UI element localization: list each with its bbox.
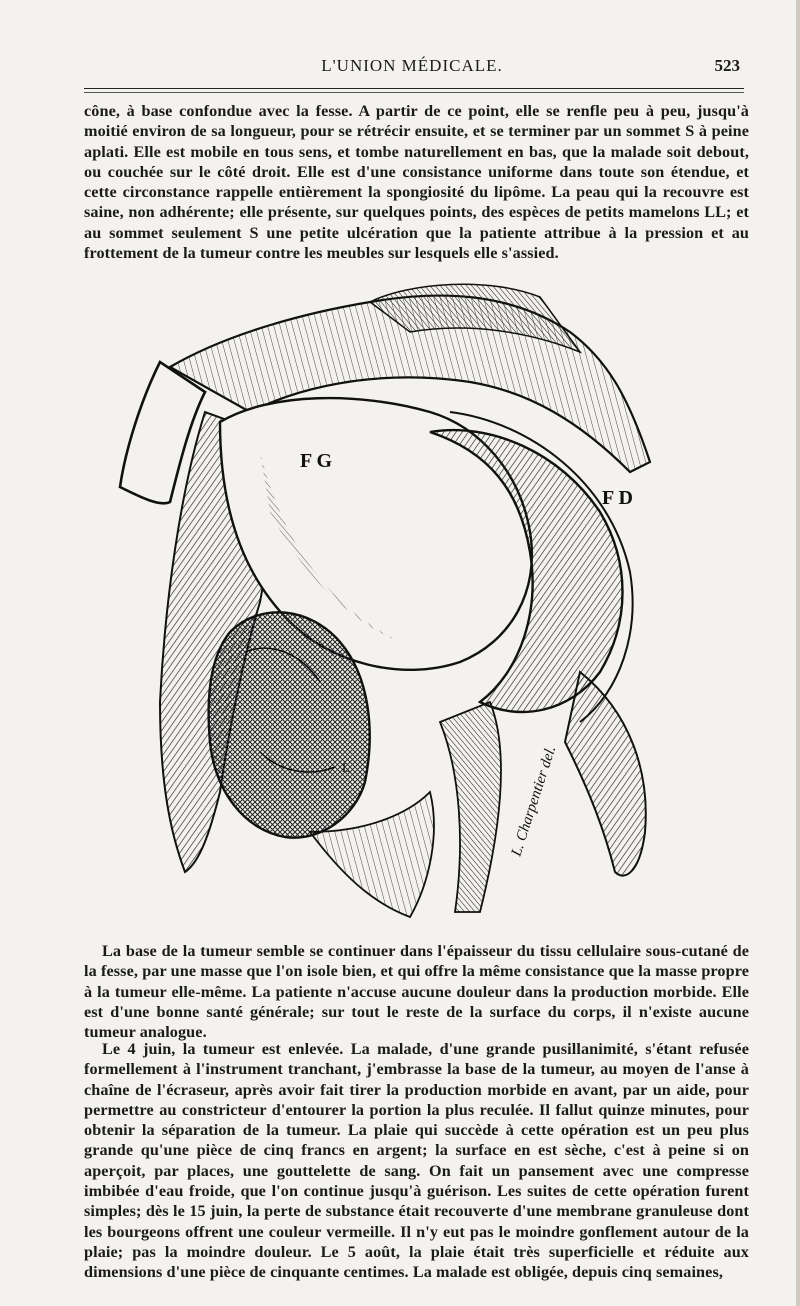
header-rule-thin	[84, 92, 744, 93]
page-header	[84, 56, 740, 86]
page-edge	[796, 0, 800, 1306]
page-number: 523	[714, 56, 740, 75]
engraver-signature: L. Charpentier del.	[508, 743, 560, 859]
label-fg: F G	[300, 450, 333, 472]
label-fd: F D	[602, 487, 633, 509]
running-title: L'UNION MÉDICALE.	[321, 56, 503, 75]
label-l: L	[342, 760, 350, 775]
paragraph-top: cône, à base confondue avec la fesse. A partir de ce point, elle se renfle peu à peu, jusqu'à moitié environ de sa longueur, pour se rétrécir ensuite, et se terminer par un sommet S à peine aplati. Elle est mobile en tous sens, et tombe naturellement en bas, que la malade soit debout, ou couchée sur le côté droit. Elle est d'une consistance uniforme dans toute son étendue, et cette circonstance rappelle entièrement la spongiosité du lipôme. La peau qui la recouvre est saine, non adhérente; elle présente, sur quelques points, des espèces de petits mamelons LL; et au sommet seulement S une petite ulcération que la patiente attribue à la pression et au frottement de la tumeur contre les meubles sur lesquels elle s'assied.	[84, 102, 749, 263]
paragraph-operation: Le 4 juin, la tumeur est enlevée. La malade, d'une grande pusillanimité, s'étant refusée formellement à l'instrument tranchant, j'embrasse la base de la tumeur, au moyen de l'anse à chaîne de l'écraseur, après avoir fait tirer la production morbide en avant, par un aide, pour permettre au constricteur d'entourer la portion la plus reculée. Il fallut quinze minutes, pour obtenir la séparation de la tumeur. La plaie qui succède à cette opération est un peu plus grande qu'une pièce de cinq francs en argent; la surface en est sèche, c'est à peine si on aperçoit, par places, une gouttelette de sang. On fait un pansement avec une compresse imbibée d'eau froide, que l'on continue jusqu'à guérison. Les suites de cette opération furent simples; dès le 15 juin, la perte de substance était recouverte d'une membrane granuleuse dont les bourgeons offrent une couleur vermeille. Il n'y eut pas le moindre gonflement autour de la plaie; pas la moindre douleur. Le 5 août, la plaie était très superficielle et réduite aux dimensions d'une pièce de cinquante centimes. La malade est obligée, depuis cinq semaines,	[84, 1040, 749, 1282]
tumor-illustration	[110, 272, 670, 932]
header-rule	[84, 88, 744, 89]
paragraph-base: La base de la tumeur semble se continuer dans l'épaisseur du tissu cellulaire sous-cutané de la fesse, par une masse que l'on isole bien, et qui offre la même consistance que la masse propre à la tumeur elle-même. La patiente n'accuse aucune douleur dans la production morbide. Elle est d'une bonne santé générale; sur tout le reste de la surface du corps, il n'existe aucune tumeur analogue.	[84, 942, 749, 1042]
